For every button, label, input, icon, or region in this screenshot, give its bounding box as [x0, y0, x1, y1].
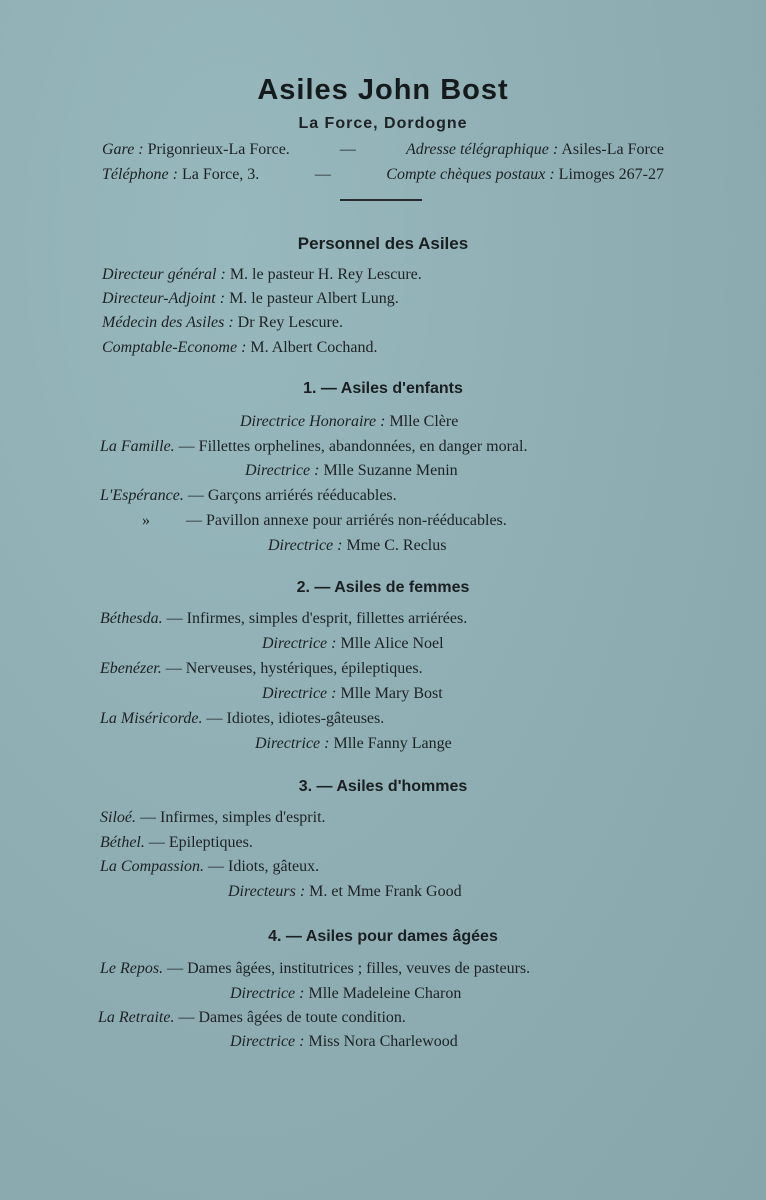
page-title: Asiles John Bost: [257, 74, 509, 106]
entry-line: [100, 858, 319, 876]
personnel-row: [102, 339, 378, 357]
entry-line: [100, 960, 530, 978]
role-label: Directeur général :: [102, 266, 226, 283]
entry-value: — Idiots, gâteux.: [208, 858, 320, 875]
entry-line: [100, 660, 423, 678]
entry-label: Directrice :: [230, 1033, 305, 1050]
entry-line: [100, 834, 253, 852]
entry-label: Directrice :: [245, 462, 320, 479]
section-heading: 3. — Asiles d'hommes: [298, 778, 468, 795]
entry-label: La Famille.: [100, 438, 175, 455]
telegraph-value: Asiles-La Force: [561, 141, 664, 158]
role-label: Directeur-Adjoint :: [102, 290, 226, 307]
role-value: M. le pasteur H. Rey Lescure.: [229, 266, 422, 283]
entry-line: [100, 809, 326, 827]
entry-value: — Fillettes orphelines, abandonnées, en danger moral.: [178, 438, 528, 455]
separator: —: [339, 141, 356, 158]
entry-value: — Dames âgées, institutrices ; filles, veuves de pasteurs.: [167, 960, 531, 977]
entry-value: — Idiotes, idiotes-gâteuses.: [206, 710, 385, 727]
entry-line: [262, 685, 443, 703]
entry-line: [142, 512, 507, 530]
entry-label: La Retraite.: [98, 1009, 175, 1026]
personnel-heading: Personnel des Asiles: [297, 234, 469, 253]
entry-line: [255, 735, 452, 753]
role-label: Comptable-Econome :: [102, 339, 247, 356]
role-value: M. Albert Cochand.: [250, 339, 378, 356]
entry-value: Mlle Suzanne Menin: [323, 462, 458, 479]
entry-label: Directrice :: [230, 985, 305, 1002]
entry-label: L'Espérance.: [100, 487, 184, 504]
title-divider: [340, 199, 422, 201]
gare-label: Gare :: [102, 141, 144, 158]
entry-label: Béthel.: [100, 834, 145, 851]
role-value: M. le pasteur Albert Lung.: [229, 290, 399, 307]
entry-label: Directeurs :: [228, 883, 306, 900]
separator: —: [314, 166, 331, 183]
entry-line: [100, 438, 527, 456]
entry-value: Mme C. Reclus: [346, 537, 447, 554]
entry-value: — Infirmes, simples d'esprit, fillettes arriérées.: [166, 610, 468, 627]
entry-value: Miss Nora Charlewood: [308, 1033, 458, 1050]
entry-line: [100, 610, 467, 628]
entry-line: [230, 1033, 458, 1051]
contact-line-2: [102, 166, 664, 184]
entry-line: [268, 537, 446, 555]
entry-value: M. et Mme Frank Good: [309, 883, 462, 900]
entry-line: [100, 710, 384, 728]
entry-value: Mlle Fanny Lange: [333, 735, 452, 752]
contact-line-1: [102, 141, 664, 159]
entry-value: Mlle Alice Noel: [340, 635, 444, 652]
entry-value: Mlle Mary Bost: [340, 685, 443, 702]
entry-line: [262, 635, 444, 653]
section-heading: 1. — Asiles d'enfants: [303, 380, 463, 397]
phone-value: La Force, 3.: [181, 166, 260, 183]
entry-value: — Epileptiques.: [148, 834, 253, 851]
entry-line: [100, 487, 397, 505]
entry-value: — Nerveuses, hystériques, épileptiques.: [165, 660, 423, 677]
entry-value: — Infirmes, simples d'esprit.: [140, 809, 326, 826]
phone-label: Téléphone :: [102, 166, 178, 183]
role-label: Médecin des Asiles :: [102, 314, 234, 331]
entry-label: Directrice :: [255, 735, 330, 752]
entry-label: Directrice :: [262, 685, 337, 702]
telegraph-label: Adresse télégraphique :: [405, 141, 559, 158]
entry-label: Directrice :: [262, 635, 337, 652]
gare-value: Prigonrieux-La Force.: [147, 141, 290, 158]
entry-label: Siloé.: [100, 809, 136, 826]
personnel-row: [102, 290, 399, 308]
entry-line: [230, 985, 461, 1003]
entry-value: — Dames âgées de toute condition.: [178, 1009, 406, 1026]
entry-line: [240, 413, 458, 431]
cheque-label: Compte chèques postaux :: [386, 166, 555, 183]
entry-label: Directrice :: [268, 537, 343, 554]
entry-label: Le Repos.: [100, 960, 164, 977]
personnel-row: [102, 266, 422, 284]
section-heading: 2. — Asiles de femmes: [296, 579, 470, 596]
entry-label: »: [142, 512, 150, 529]
section-heading: 4. — Asiles pour dames âgées: [268, 928, 498, 945]
entry-line: [228, 883, 462, 901]
entry-label: La Compassion.: [100, 858, 205, 875]
entry-line: [245, 462, 458, 480]
entry-value: — Pavillon annexe pour arriérés non-rééducables.: [186, 512, 507, 529]
cheque-value: Limoges 267-27: [558, 166, 664, 183]
entry-label: Béthesda.: [100, 610, 163, 627]
entry-value: — Garçons arriérés rééducables.: [187, 487, 397, 504]
entry-label: La Miséricorde.: [100, 710, 203, 727]
role-value: Dr Rey Lescure.: [237, 314, 343, 331]
entry-value: Mlle Clère: [389, 413, 459, 430]
entry-label: Ebenézer.: [100, 660, 162, 677]
entry-line: [98, 1009, 406, 1027]
page-subtitle: La Force, Dordogne: [298, 115, 468, 132]
entry-label: Directrice Honoraire :: [240, 413, 386, 430]
personnel-row: [102, 314, 343, 332]
entry-value: Mlle Madeleine Charon: [308, 985, 462, 1002]
